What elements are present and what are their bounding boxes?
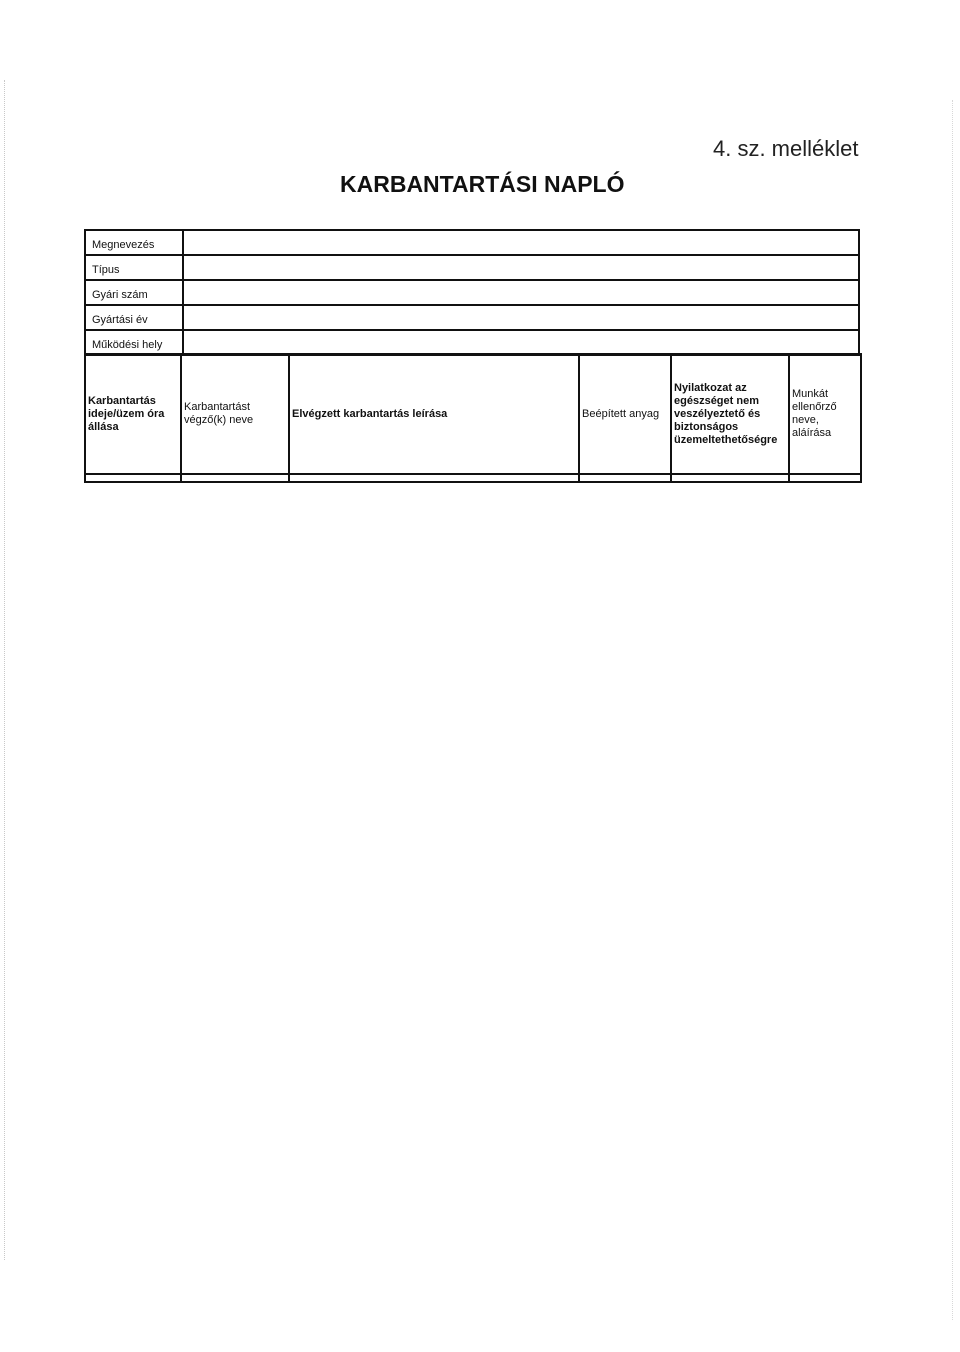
info-row-type [85, 255, 859, 280]
column-header-material: Beépített anyag [579, 354, 671, 474]
log-cell-material[interactable] [579, 474, 671, 482]
info-value-name[interactable] [183, 230, 859, 255]
log-cell-description[interactable] [289, 474, 579, 482]
column-header-inspector: Munkát ellenőrző neve, aláírása [789, 354, 861, 474]
column-header-declaration: Nyilatkozat az egészséget nem veszélyeztető és biztonságos üzemeltethetőségre [671, 354, 789, 474]
log-cell-technician[interactable] [181, 474, 289, 482]
left-scan-margin [4, 80, 6, 1260]
column-header-time: Karbantartás ideje/üzem óra állása [85, 354, 181, 474]
log-cell-inspector[interactable] [789, 474, 861, 482]
log-header-row [85, 354, 861, 474]
info-row-name [85, 230, 859, 255]
equipment-info-table [84, 229, 860, 356]
info-value-year[interactable] [183, 305, 859, 330]
maintenance-log-table [84, 353, 862, 483]
info-label-type: Típus [85, 255, 183, 280]
info-row-serial [85, 280, 859, 305]
log-entry-row [85, 474, 861, 482]
info-label-name: Megnevezés [85, 230, 183, 255]
log-cell-time[interactable] [85, 474, 181, 482]
info-value-type[interactable] [183, 255, 859, 280]
info-label-year: Gyártási év [85, 305, 183, 330]
info-row-location [85, 330, 859, 355]
right-scan-margin [952, 100, 954, 1320]
annex-label: 4. sz. melléklet [713, 136, 859, 161]
log-cell-declaration[interactable] [671, 474, 789, 482]
info-row-year [85, 305, 859, 330]
info-value-location[interactable] [183, 330, 859, 355]
info-label-location: Működési hely [85, 330, 183, 355]
page-title: KARBANTARTÁSI NAPLÓ [340, 171, 625, 197]
info-label-serial: Gyári szám [85, 280, 183, 305]
info-value-serial[interactable] [183, 280, 859, 305]
column-header-description: Elvégzett karbantartás leírása [289, 354, 579, 474]
column-header-technician: Karbantartást végző(k) neve [181, 354, 289, 474]
